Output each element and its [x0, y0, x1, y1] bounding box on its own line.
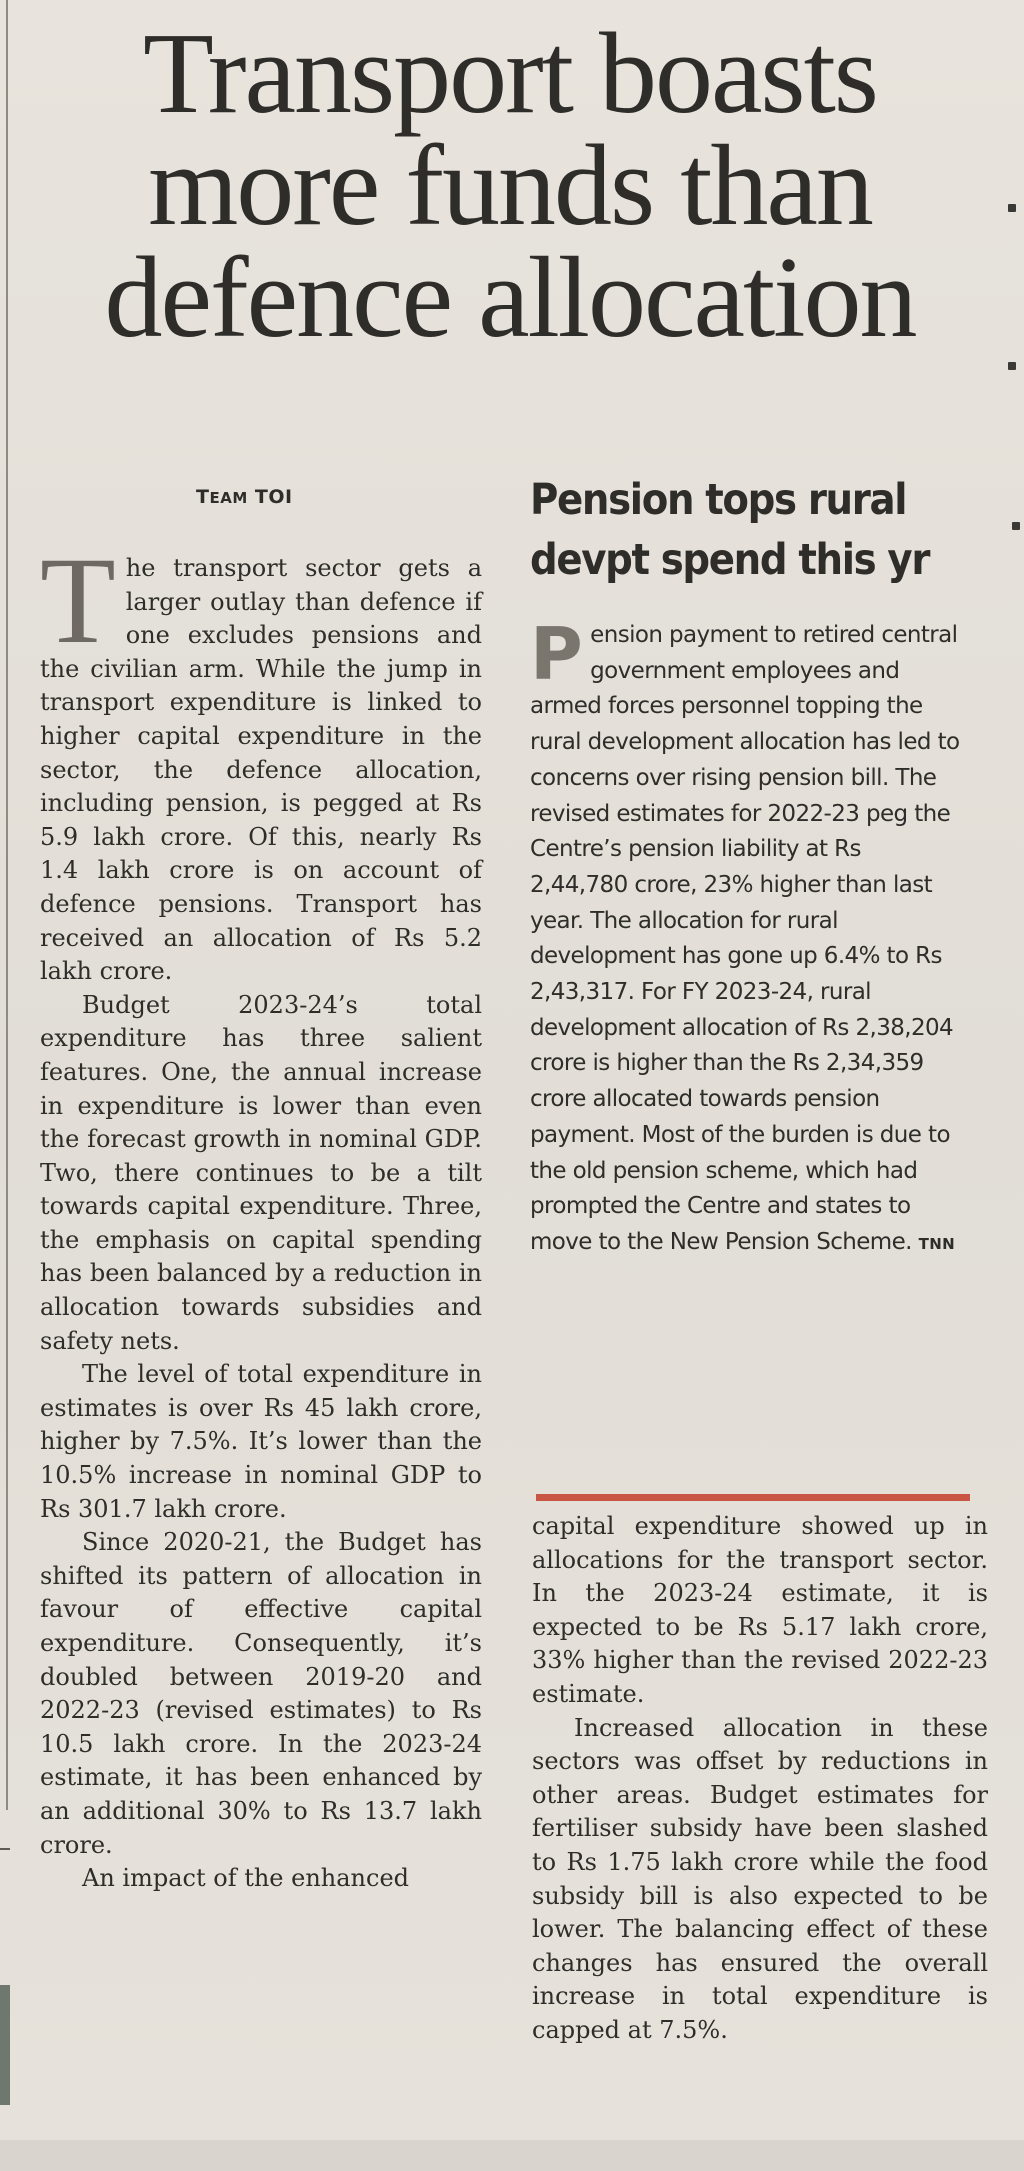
- sidebar-headline-line-2: devpt spend this yr: [530, 535, 930, 585]
- drop-cap: T: [40, 532, 116, 669]
- margin-dot: [1012, 522, 1020, 530]
- headline: [30, 10, 990, 362]
- article-paragraph: Budget 2023-24’s total expenditure has three salient features. One, the annual increase in expenditure is lower than even the forecast growth in nominal GDP. Two, there continues to be a tilt towards capital expenditure. Three, the emphasis on capital spending has been balanced by a reduction in allocation towards subsidies and safety nets.: [40, 990, 482, 1355]
- column-edge-line: [6, 0, 8, 1810]
- main-article-column: [40, 532, 482, 1896]
- byline-initial: T: [196, 486, 210, 508]
- adjacent-photo-edge: [0, 1985, 10, 2105]
- article-paragraph: The transport sector gets a larger outlay than defence if one excludes pensions and the civilian arm. While the jump in transport expenditure is linked to higher capital expenditure in the sector, the defence allocation, including pension, is pegged at Rs 5.9 lakh crore. Of this, nearly Rs 1.4 lakh crore is on account of defence pensions. Transport has received an allocation of Rs 5.2 lakh crore.: [40, 532, 482, 986]
- headline-line-3: defence allocation: [104, 234, 916, 362]
- sidebar-paragraph: Pension payment to retired central government employees and armed forces personnel topping the rural development allocation has led to concerns over rising pension bill. The revised estimates for 2022-23 peg the Centre’s pension liability at Rs 2,44,780 crore, 23% higher than last year. The allocation for rural development has gone up 6.4% to Rs 2,43,317. For FY 2023-24, rural development allocation of Rs 2,38,204 crore is higher than the Rs 2,34,359 crore allocated towards pension payment. Most of the burden is due to the old pension scheme, which had prompted the Centre and states to move to the New Pension Scheme. TNN: [530, 612, 960, 1255]
- article-paragraph: The level of total expenditure in estimates is over Rs 45 lakh crore, higher by 7.5%. It’s lower than the 10.5% increase in nominal GDP to Rs 301.7 lakh crore.: [40, 1360, 482, 1523]
- sidebar-body: [530, 612, 960, 1263]
- margin-dot: [1008, 362, 1016, 370]
- sidebar-headline-line-1: Pension tops rural: [530, 475, 907, 525]
- byline-name: TOI: [247, 486, 293, 508]
- byline: [196, 486, 293, 508]
- page-bottom-edge: [0, 2140, 1024, 2171]
- article-paragraph: An impact of the enhanced: [82, 1864, 410, 1893]
- article-paragraph: capital expenditure showed up in allocations for the transport sector. In the 2023-24 estimate, it is expected to be Rs 5.17 lakh crore, 33% higher than the revised 2022-23 estimate.: [532, 1512, 988, 1708]
- byline-small-caps: EAM: [209, 489, 248, 507]
- article-paragraph: Since 2020-21, the Budget has shifted its pattern of allocation in favour of effective capital expenditure. Consequently, it’s doubled between 2019-20 and 2022-23 (revised estimates) to Rs 10.5 lakh crore. In the 2023-24 estimate, it has been enhanced by an additional 30% to Rs 13.7 lakh crore.: [40, 1528, 482, 1859]
- article-paragraph: Increased allocation in these sectors was offset by reductions in other areas. Budget estimates for fertiliser subsidy have been slashed to Rs 1.75 lakh crore while the food subsidy bill is also expected to be lower. The balancing effect of these changes has ensured the overall increase in total expenditure is capped at 7.5%.: [532, 1713, 988, 2044]
- sidebar-divider-rule: [536, 1494, 970, 1501]
- margin-dot: [1008, 204, 1016, 212]
- article-continuation-column: [532, 1510, 988, 2048]
- sidebar-headline: [530, 470, 953, 590]
- adjacent-column-rule: [0, 1848, 10, 1850]
- sidebar-drop-cap: P: [530, 612, 583, 696]
- sidebar-credit: TNN: [918, 1234, 956, 1253]
- headline-line-1: Transport boasts: [143, 10, 877, 138]
- headline-line-2: more funds than: [148, 122, 872, 250]
